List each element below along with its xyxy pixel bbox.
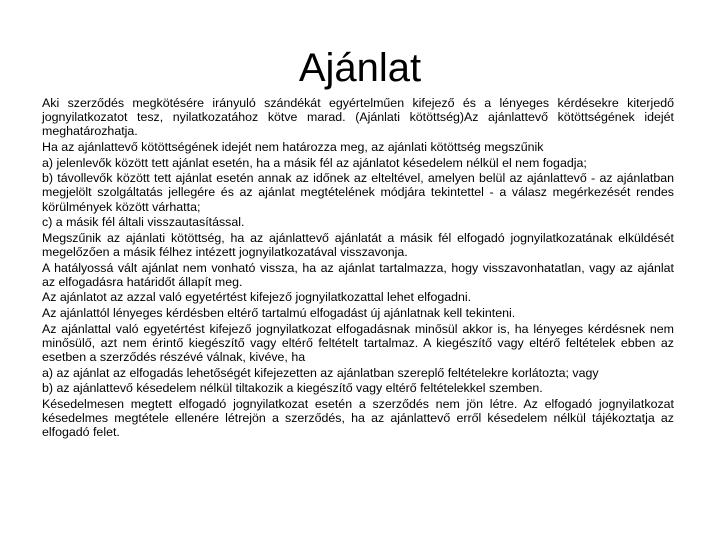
paragraph: Aki szerződés megkötésére irányuló szándékát egyértelműen kifejező és a lényeges kérdésekre kiterjedő jognyilatkozatot tesz, nyilatkozatához kötve marad. (Ajánlati kötöttség)Az ajánlattevő kötöttségének idejét meghatározhatja. <box>42 96 674 139</box>
paragraph: a) jelenlevők között tett ajánlat esetén, ha a másik fél az ajánlatot késedelem nélkül el nem fogadja; <box>42 155 587 170</box>
paragraph: Az ajánlattal való egyetértést kifejező jognyilatkozat elfogadásnak minősül akkor is, ha lényeges kérdésnek nem minősülő, azt nem érintő kiegészítő vagy eltérő feltételt tartalmaz. A kiegészítő vagy eltérő feltételek ebben az esetben a szerződés részévé válnak, kivéve, ha <box>42 321 674 364</box>
paragraph: Megszűnik az ajánlati kötöttség, ha az ajánlattevő ajánlatát a másik fél elfogadó jognyilatkozatának elküldését megelőzően a másik félhez intézett jognyilatkozatával visszavonja. <box>42 230 674 259</box>
paragraph: b) az ajánlattevő késedelem nélkül tiltakozik a kiegészítő vagy eltérő feltételekkel szemben. <box>42 381 543 396</box>
paragraph: Ha az ajánlattevő kötöttségének idejét nem határozza meg, az ajánlati kötöttség megszűnik <box>42 140 544 154</box>
paragraph: Késedelmesen megtett elfogadó jognyilatkozat esetén a szerződés nem jön létre. Az elfogadó jognyilatkozat késedelmes megtétele ellenére létrejön a szerződés, ha az ajánlattevő erről késedelem nélkül tájékoztatja az elfogadó felet. <box>42 396 674 440</box>
slide-body <box>42 96 674 441</box>
paragraph: a) az ajánlat az elfogadás lehetőségét kifejezetten az ajánlatban szereplő feltételekre korlátozta; vagy <box>42 365 599 380</box>
paragraph: c) a másik fél általi visszautasítással. <box>42 215 245 230</box>
paragraph: A hatályossá vált ajánlat nem vonható vissza, ha az ajánlat tartalmazza, hogy visszavonhatatlan, vagy az ajánlat az elfogadásra határidőt állapít meg. <box>42 260 674 289</box>
paragraph: Az ajánlattól lényeges kérdésben eltérő tartalmú elfogadást új ajánlatnak kell tekinteni. <box>42 305 516 320</box>
paragraph: Az ajánlatot az azzal való egyetértést kifejező jognyilatkozattal lehet elfogadni. <box>42 290 472 305</box>
slide-title: Ajánlat <box>298 46 422 90</box>
paragraph: b) távollevők között tett ajánlat esetén annak az időnek az elteltével, amelyen belül az ajánlattevő - az ajánlatban megjelölt szolgáltatás jellegére és az ajánlat megtételének módjára tekintettel - a válasz megérkezését rendes körülmények között várhatta; <box>42 171 674 214</box>
